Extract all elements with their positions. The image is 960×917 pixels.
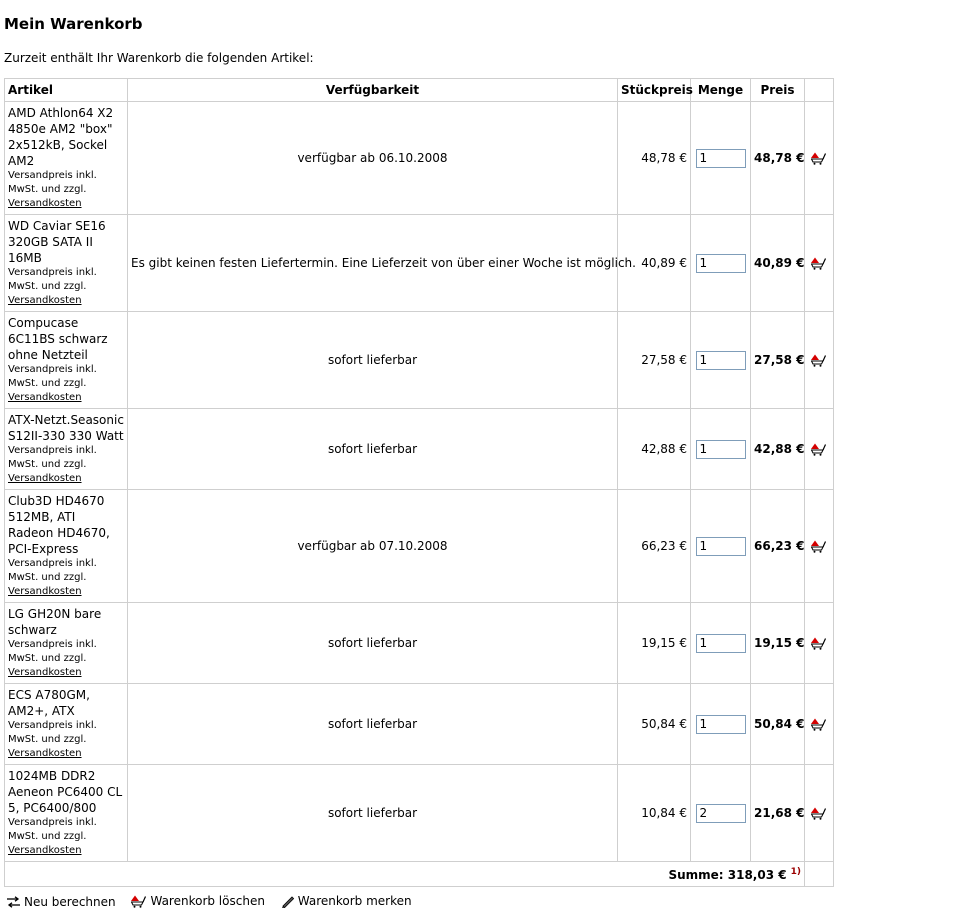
shipping-costs-link[interactable]: Versandkosten [8,748,82,759]
product-name: Compucase 6C11BS schwarz ohne Netzteil [8,316,108,362]
quantity-input[interactable] [696,804,746,823]
quantity-cell [691,765,751,862]
quantity-input[interactable] [696,149,746,168]
product-name: LG GH20N bare schwarz [8,607,102,637]
availability-cell: sofort lieferbar [128,603,618,684]
article-cell [5,603,128,684]
availability-cell: sofort lieferbar [128,765,618,862]
unit-price-cell: 27,58 € [618,312,691,409]
availability-cell: verfügbar ab 06.10.2008 [128,102,618,215]
cart-row [5,684,834,765]
availability-cell: sofort lieferbar [128,312,618,409]
delete-item-button[interactable] [805,684,834,765]
recalculate-label: Neu berechnen [24,894,116,909]
quantity-cell [691,102,751,215]
quantity-input[interactable] [696,254,746,273]
price-cell: 50,84 € [751,684,805,765]
shipping-costs-link[interactable]: Versandkosten [8,295,82,306]
delete-item-button[interactable] [805,409,834,490]
save-cart-button[interactable] [281,892,412,910]
shipping-note [8,638,124,680]
quantity-cell [691,215,751,312]
price-cell: 48,78 € [751,102,805,215]
quantity-cell [691,490,751,603]
delete-cart-icon [811,152,827,165]
shipping-costs-link[interactable]: Versandkosten [8,473,82,484]
unit-price-cell: 40,89 € [618,215,691,312]
quantity-cell [691,312,751,409]
delete-item-button[interactable] [805,603,834,684]
delete-cart-icon [811,807,827,820]
clear-cart-label: Warenkorb löschen [150,894,265,908]
delete-cart-icon [811,443,827,456]
shipping-note [8,719,124,761]
header-article: Artikel [5,79,128,102]
sum-empty-cell [805,862,834,887]
article-cell [5,312,128,409]
delete-item-button[interactable] [805,765,834,862]
delete-cart-icon [811,540,827,553]
availability-cell: Es gibt keinen festen Liefertermin. Eine Lieferzeit von über einer Woche ist möglich. [128,215,618,312]
article-cell [5,684,128,765]
header-unit-price: Stückpreis [618,79,691,102]
article-cell [5,102,128,215]
cart-row [5,409,834,490]
product-name: WD Caviar SE16 320GB SATA II 16MB [8,219,106,265]
shipping-note [8,557,124,599]
cart-row [5,765,834,862]
cart-sum [5,862,805,887]
availability-cell: sofort lieferbar [128,409,618,490]
recalculate-button[interactable] [6,893,116,911]
cart-row [5,490,834,603]
page-title: Mein Warenkorb [4,15,143,33]
recalculate-arrows-icon [6,896,21,908]
shipping-costs-link[interactable]: Versandkosten [8,667,82,678]
product-name: ATX-Netzt.Seasonic S12II-330 330 Watt [8,413,124,443]
quantity-input[interactable] [696,440,746,459]
quantity-cell [691,603,751,684]
unit-price-cell: 19,15 € [618,603,691,684]
shipping-costs-link[interactable]: Versandkosten [8,845,82,856]
shipping-costs-link[interactable]: Versandkosten [8,392,82,403]
price-cell: 27,58 € [751,312,805,409]
shipping-note [8,816,124,858]
availability-cell: verfügbar ab 07.10.2008 [128,490,618,603]
cart-sum-row [5,862,834,887]
unit-price-cell: 50,84 € [618,684,691,765]
cart-intro-text: Zurzeit enthält Ihr Warenkorb die folgenden Artikel: [4,51,314,65]
unit-price-cell: 42,88 € [618,409,691,490]
shipping-note-text: Versandpreis inkl. MwSt. und zzgl. [8,639,97,664]
delete-item-button[interactable] [805,215,834,312]
cart-header-row [5,79,834,102]
cart-row [5,102,834,215]
save-cart-label: Warenkorb merken [297,894,412,908]
delete-cart-icon [811,354,827,367]
sum-footnote-marker: 1) [790,866,801,877]
header-price: Preis [751,79,805,102]
product-name: 1024MB DDR2 Aeneon PC6400 CL 5, PC6400/800 [8,769,123,815]
quantity-input[interactable] [696,537,746,556]
product-name: ECS A780GM, AM2+, ATX [8,688,90,718]
price-cell: 19,15 € [751,603,805,684]
header-availability: Verfügbarkeit [128,79,618,102]
article-cell [5,490,128,603]
cart-row [5,603,834,684]
header-quantity: Menge [691,79,751,102]
clear-cart-button[interactable] [131,892,264,910]
shipping-note-text: Versandpreis inkl. MwSt. und zzgl. [8,445,97,470]
shipping-note [8,444,124,486]
unit-price-cell: 10,84 € [618,765,691,862]
product-name: AMD Athlon64 X2 4850e AM2 "box" 2x512kB, Sockel AM2 [8,106,114,168]
delete-cart-icon [811,637,827,650]
pencil-icon [281,895,295,908]
quantity-input[interactable] [696,634,746,653]
cart-table [4,78,834,887]
header-delete [805,79,834,102]
shipping-costs-link[interactable]: Versandkosten [8,198,82,209]
delete-cart-icon [131,895,147,908]
cart-row [5,312,834,409]
delete-item-button[interactable] [805,490,834,603]
shipping-costs-link[interactable]: Versandkosten [8,586,82,597]
price-cell: 66,23 € [751,490,805,603]
availability-cell: sofort lieferbar [128,684,618,765]
delete-cart-icon [811,257,827,270]
shipping-note-text: Versandpreis inkl. MwSt. und zzgl. [8,364,97,389]
cart-actions [6,892,424,913]
quantity-cell [691,684,751,765]
price-cell: 42,88 € [751,409,805,490]
shipping-note [8,266,124,308]
price-cell: 40,89 € [751,215,805,312]
delete-cart-icon [811,718,827,731]
price-cell: 21,68 € [751,765,805,862]
shipping-note [8,363,124,405]
shipping-note-text: Versandpreis inkl. MwSt. und zzgl. [8,170,97,195]
shipping-note-text: Versandpreis inkl. MwSt. und zzgl. [8,720,97,745]
unit-price-cell: 48,78 € [618,102,691,215]
product-name: Club3D HD4670 512MB, ATI Radeon HD4670, PCI-Express [8,494,110,556]
quantity-input[interactable] [696,351,746,370]
shipping-note-text: Versandpreis inkl. MwSt. und zzgl. [8,558,97,583]
unit-price-cell: 66,23 € [618,490,691,603]
article-cell [5,215,128,312]
quantity-input[interactable] [696,715,746,734]
cart-sum-value: Summe: 318,03 € [668,867,787,882]
delete-item-button[interactable] [805,102,834,215]
shipping-note-text: Versandpreis inkl. MwSt. und zzgl. [8,267,97,292]
cart-row [5,215,834,312]
article-cell [5,409,128,490]
article-cell [5,765,128,862]
shipping-note-text: Versandpreis inkl. MwSt. und zzgl. [8,817,97,842]
delete-item-button[interactable] [805,312,834,409]
shipping-note [8,169,124,211]
quantity-cell [691,409,751,490]
